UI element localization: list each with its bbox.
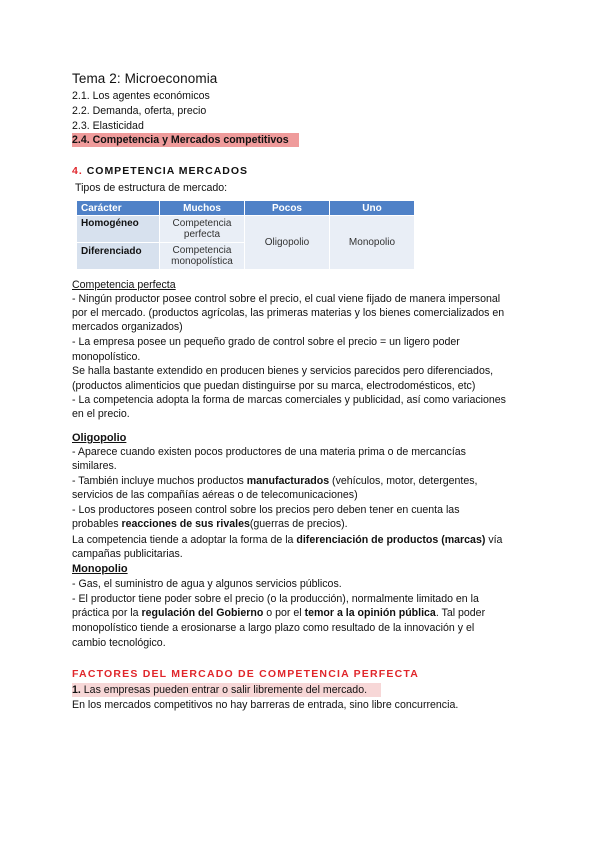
cp-line: - La empresa posee un pequeño grado de control sobre el precio = un ligero poder bbox=[72, 336, 460, 348]
table-header-row bbox=[77, 201, 415, 216]
text-run: . Tal poder bbox=[435, 607, 486, 619]
bold-term: regulación del Gobierno bbox=[141, 607, 264, 619]
cell-text-line: perfecta bbox=[183, 229, 221, 240]
bold-term: temor a la opinión pública bbox=[304, 607, 436, 619]
text-run: práctica por la bbox=[72, 607, 142, 619]
competencia-perfecta-heading: Competencia perfecta bbox=[72, 279, 176, 291]
oligopolio-line: - Aparece cuando existen pocos productores de una materia prima o de mercancías bbox=[72, 446, 466, 458]
cp-line: por el mercado. (productos agrícolas, las primeras materias y los bienes comercializados en bbox=[72, 307, 505, 319]
bold-term: reacciones de sus rivales bbox=[121, 518, 250, 530]
text-run: vía bbox=[485, 534, 503, 546]
oligopolio-line: similares. bbox=[72, 460, 117, 472]
monopolio-line: - Gas, el suministro de agua y algunos servicios públicos. bbox=[72, 578, 342, 590]
cell-text-line: Competencia bbox=[172, 245, 232, 256]
cp-line: Se halla bastante extendido en producen bienes y servicios parecidos pero diferenciados, bbox=[72, 365, 494, 377]
cp-line: monopolístico. bbox=[72, 351, 141, 363]
section-4-heading bbox=[72, 164, 248, 178]
cp-line: en el precio. bbox=[72, 408, 130, 420]
text-run: (guerras de precios). bbox=[249, 518, 348, 530]
cell-competencia-perfecta bbox=[160, 216, 245, 243]
cp-line: - La competencia adopta la forma de marcas comerciales y publicidad, así como variaciones bbox=[72, 394, 506, 406]
header-uno: Uno bbox=[330, 201, 415, 216]
factores-heading: FACTORES DEL MERCADO DE COMPETENCIA PERFECTA bbox=[72, 668, 420, 680]
monopolio-line: monopolístico tiende a erosionarse a largo plazo como resultado de la innovación y el bbox=[72, 622, 475, 634]
monopolio-heading: Monopolio bbox=[72, 563, 128, 575]
table-row bbox=[77, 216, 415, 243]
text-run: o por el bbox=[263, 607, 305, 619]
oligopolio-line: - Los productores poseen control sobre los precios pero deben tener en cuenta las bbox=[72, 504, 460, 516]
row-label-diferenciado: Diferenciado bbox=[77, 243, 160, 270]
header-muchos: Muchos bbox=[160, 201, 245, 216]
toc-item-2-2: 2.2. Demanda, oferta, precio bbox=[72, 105, 207, 117]
cp-line: (productos alimenticios que puedan distinguirse por su marca, electrodomésticos, etc) bbox=[72, 380, 476, 392]
oligopolio-heading: Oligopolio bbox=[72, 432, 127, 444]
market-structure-intro: Tipos de estructura de mercado: bbox=[75, 182, 228, 194]
market-structure-table bbox=[76, 200, 415, 270]
text-run: Las empresas pueden entrar o salir libremente del mercado. bbox=[80, 684, 368, 696]
factores-item-1-description: En los mercados competitivos no hay barreras de entrada, sino libre concurrencia. bbox=[72, 699, 459, 711]
factores-item-1 bbox=[72, 683, 381, 697]
toc-item-2-3: 2.3. Elasticidad bbox=[72, 120, 144, 132]
section-4-title: COMPETENCIA MERCADOS bbox=[86, 165, 249, 177]
oligopolio-line: campañas publicitarias. bbox=[72, 548, 183, 560]
cell-monopolio: Monopolio bbox=[330, 216, 415, 270]
section-4-number: 4. bbox=[72, 165, 83, 177]
header-caracter: Carácter bbox=[77, 201, 160, 216]
header-pocos: Pocos bbox=[245, 201, 330, 216]
document-title: Tema 2: Microeconomia bbox=[72, 71, 218, 86]
item-number: 1. bbox=[72, 684, 81, 696]
cell-text-line: Competencia bbox=[172, 218, 232, 229]
cell-oligopolio: Oligopolio bbox=[245, 216, 330, 270]
oligopolio-line bbox=[72, 517, 348, 531]
text-run: probables bbox=[72, 518, 122, 530]
cell-text-line: monopolística bbox=[171, 256, 233, 267]
cp-line: - Ningún productor posee control sobre el precio, el cual viene fijado de manera impersonal bbox=[72, 293, 501, 305]
oligopolio-line: servicios de las compañías aéreas o de telecomunicaciones) bbox=[72, 489, 358, 501]
bold-term: manufacturados bbox=[246, 475, 330, 487]
cell-competencia-monopolistica bbox=[160, 243, 245, 270]
text-run: - También incluye muchos productos bbox=[72, 475, 247, 487]
monopolio-line bbox=[72, 606, 485, 620]
text-run: (vehículos, motor, detergentes, bbox=[329, 475, 478, 487]
monopolio-line: cambio tecnológico. bbox=[72, 637, 166, 649]
bold-term: diferenciación de productos (marcas) bbox=[296, 534, 486, 546]
toc-item-2-4-highlighted: 2.4. Competencia y Mercados competitivos bbox=[72, 133, 299, 147]
toc-item-2-1: 2.1. Los agentes económicos bbox=[72, 90, 210, 102]
monopolio-line: - El productor tiene poder sobre el precio (o la producción), normalmente limitado en la bbox=[72, 593, 479, 605]
oligopolio-line bbox=[72, 533, 502, 547]
row-label-homogeneo: Homogéneo bbox=[77, 216, 160, 243]
text-run: La competencia tiende a adoptar la forma de la bbox=[72, 534, 297, 546]
oligopolio-line bbox=[72, 474, 478, 488]
cp-line: mercados organizados) bbox=[72, 321, 183, 333]
